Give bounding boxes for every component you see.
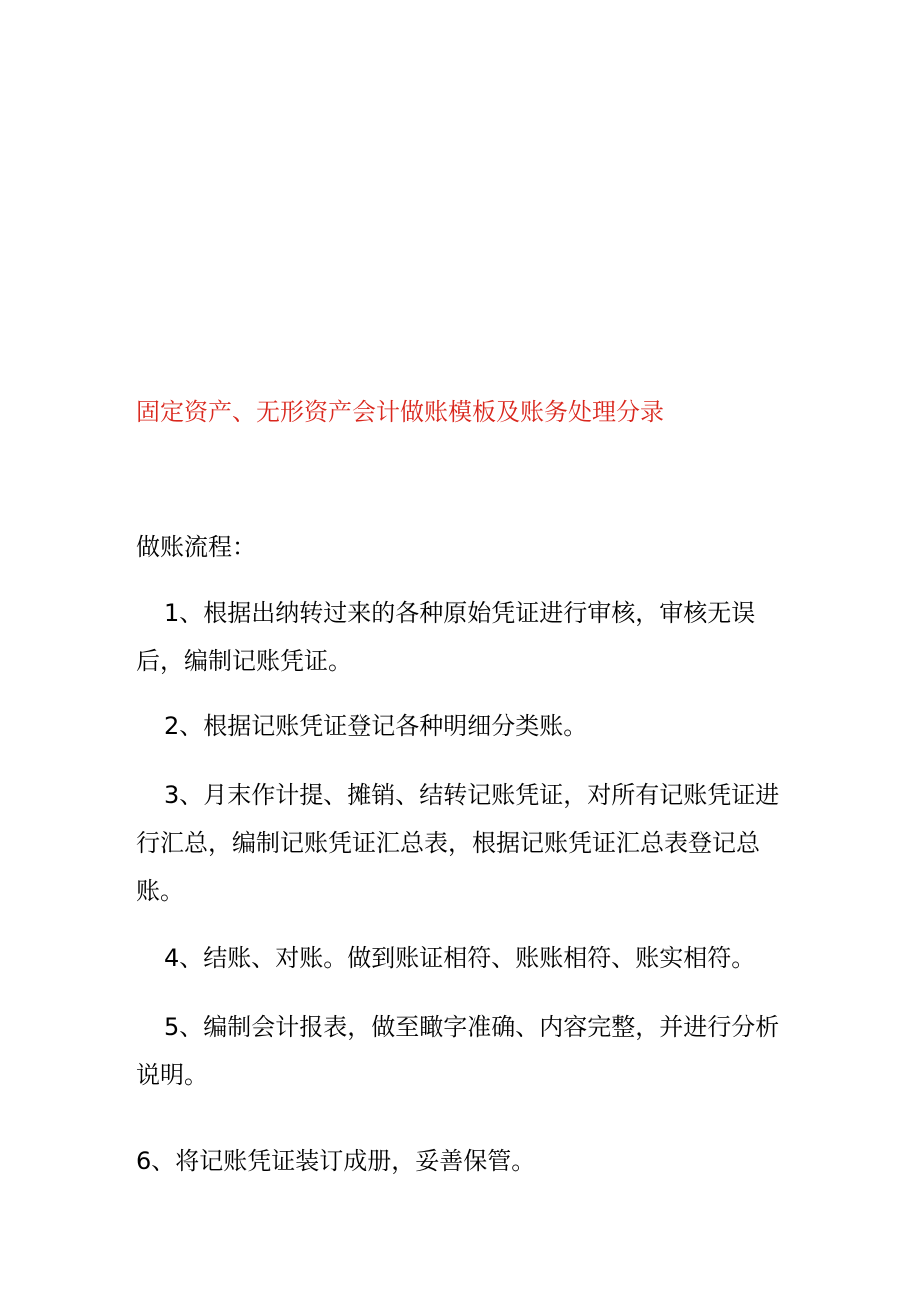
step-item-5: 5、编制会计报表，做至瞰字准确、内容完整，并进行分析说明。 xyxy=(136,1013,780,1089)
step-item-2: 2、根据记账凭证登记各种明细分类账。 xyxy=(164,712,588,740)
step-item-4: 4、结账、对账。做到账证相符、账账相符、账实相符。 xyxy=(164,944,756,972)
section-heading: 做账流程： xyxy=(136,533,256,561)
step-item-3: 3、月末作计提、摊销、结转记账凭证，对所有记账凭证进行汇总，编制记账凭证汇总表，根据记账凭证汇总表登记总账。 xyxy=(136,781,780,905)
step-item-1: 1、根据出纳转过来的各种原始凭证进行审核，审核无误后，编制记账凭证。 xyxy=(136,599,756,675)
step-item-6: 6、将记账凭证装订成册，妥善保管。 xyxy=(136,1147,536,1175)
document-title: 固定资产、无形资产会计做账模板及账务处理分录 xyxy=(136,398,664,426)
